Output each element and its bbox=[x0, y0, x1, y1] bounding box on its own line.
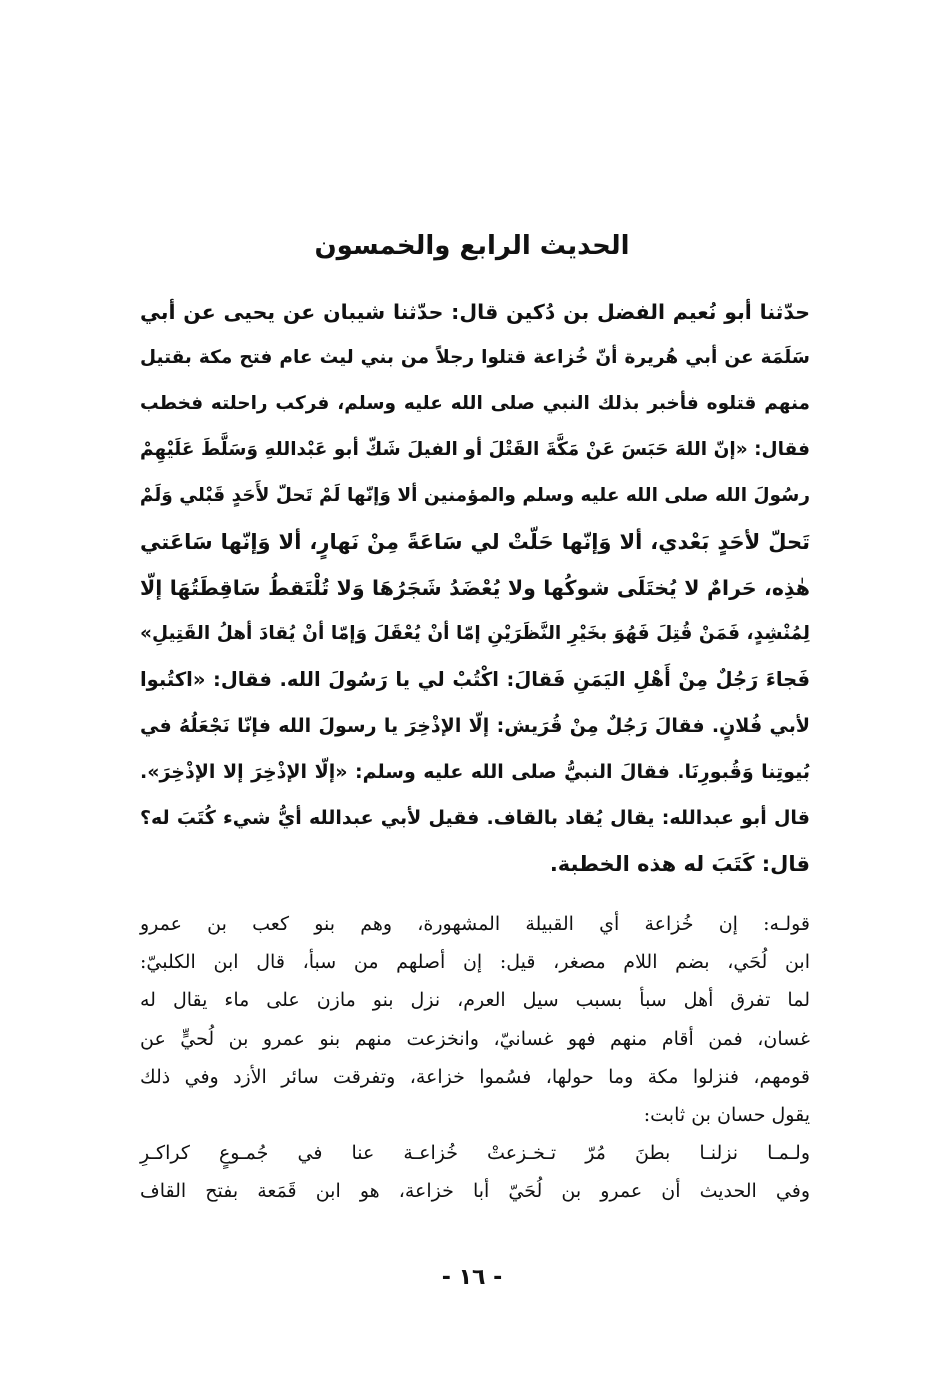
page-number: - ١٦ - bbox=[441, 1265, 503, 1290]
hadith-line: بُيوتِنا وَقُبورِنَا. فقالَ النبيُّ صلى الله عليه وسلم: «إلّا الإذْخِرَ إلا الإذْخِرَ». bbox=[140, 761, 810, 783]
hadith-line: تَحلّ لأحَدٍ بَعْدي، ألا وَإنّها حَلّتْ لي سَاعَةً مِنْ نَهارٍ، ألا وَإنّها سَاعَتي bbox=[140, 530, 810, 554]
hadith-line: قال: كَتَبَ له هذه الخطبة. bbox=[549, 852, 810, 876]
hadith-title: الحديث الرابع والخمسون bbox=[314, 231, 630, 261]
commentary-line: قومهم، فنزلوا مكة وما حولها، فسُموا خزاعة، وتفرقت سائر الأزد وفي ذلك bbox=[140, 1065, 810, 1088]
commentary-line: لما تفرق أهل سبأ بسبب سيل العرم، نزل بنو مازن على ماء يقال له bbox=[140, 989, 810, 1012]
hadith-line: لِمُنْشِدٍ، فَمَنْ قُتِلَ فَهُوَ بخَيْرِ النَّظَرَيْنِ إمّا أنْ يُعْقَلَ وَإمّا أنْ يُقادَ أهلُ القَتِيلِ» bbox=[140, 623, 810, 644]
hadith-line: قال أبو عبدالله: يقال يُقاد بالقاف. فقيل لأبي عبدالله أيُّ شيء كُتَبَ له؟ bbox=[140, 807, 810, 829]
commentary-line: وفي الحديث أن عمرو بن لُحَيّ أبا خزاعة، هو ابن قَمَعة بفتح القاف bbox=[140, 1180, 810, 1203]
hadith-line: فقال: «إنّ اللهَ حَبَسَ عَنْ مَكَّةَ القَتْلَ أو الفيلَ شَكّ أبو عَبْداللهِ وَسَلَّطَ عَلَيْهِمْ bbox=[140, 439, 810, 460]
poem-verse: ولـمـا نزلنـا بطنَ مُرّ تـخـزعتْ خُزاعـة عنا في جُمـوعٍ كراكـرِ bbox=[140, 1142, 810, 1165]
commentary-text bbox=[140, 905, 810, 1211]
hadith-line: سَلَمَة عن أبي هُريرة أنّ خُزاعة قتلوا رجلاً من بني ليث عام فتح مكة بقتيل bbox=[140, 347, 810, 368]
hadith-line: حدّثنا أبو نُعيم الفضل بن دُكين قال: حدّثنا شيبان عن يحيى عن أبي bbox=[140, 300, 810, 324]
commentary-line: ابن لُحَي، بضم اللام مصغر، قيل: إن أصلهم من سبأ، قال ابن الكلبيّ: bbox=[140, 951, 810, 974]
commentary-line: غسان، فمن أقام منهم فهو غسانيّ، وانخزعت منهم بنو عمرو بن لُحيٍّ عن bbox=[140, 1027, 810, 1050]
hadith-line: لأبي فُلانٍ. فقالَ رَجُلٌ مِنْ قُرَيش: إلّا الإذْخِرَ يا رسولَ الله فإنّا نَجْعَلُهُ في bbox=[140, 715, 810, 737]
hadith-line: هٰذِه، حَرامٌ لا يُختَلَى شوكُها ولا يُعْضَدُ شَجَرُهَا وَلا تُلْتَقطُ سَاقِطَتُهَا إلّا bbox=[140, 576, 810, 600]
commentary-line: يقول حسان بن ثابت: bbox=[643, 1103, 810, 1126]
hadith-line: فَجاءَ رَجُلٌ مِنْ أَهْلِ اليَمَنِ فَقالَ: اكْتُبْ لي يا رَسُولَ الله. فقال: «اكتُبوا bbox=[140, 668, 810, 691]
hadith-line: منهم قتلوه فأخبر بذلك النبي صلى الله عليه وسلم، فركب راحلته فخطب bbox=[140, 393, 810, 414]
hadith-text bbox=[140, 289, 810, 887]
hadith-line: رسُولَ الله صلى الله عليه وسلم والمؤمنين ألا وَإنّها لَمْ تَحلّ لأَحَدٍ قَبْلي وَلَمْ bbox=[139, 485, 810, 506]
commentary-line: قولـه: إن خُزاعة أي القبيلة المشهورة، وهم بنو كعب بن عمرو bbox=[140, 913, 810, 935]
